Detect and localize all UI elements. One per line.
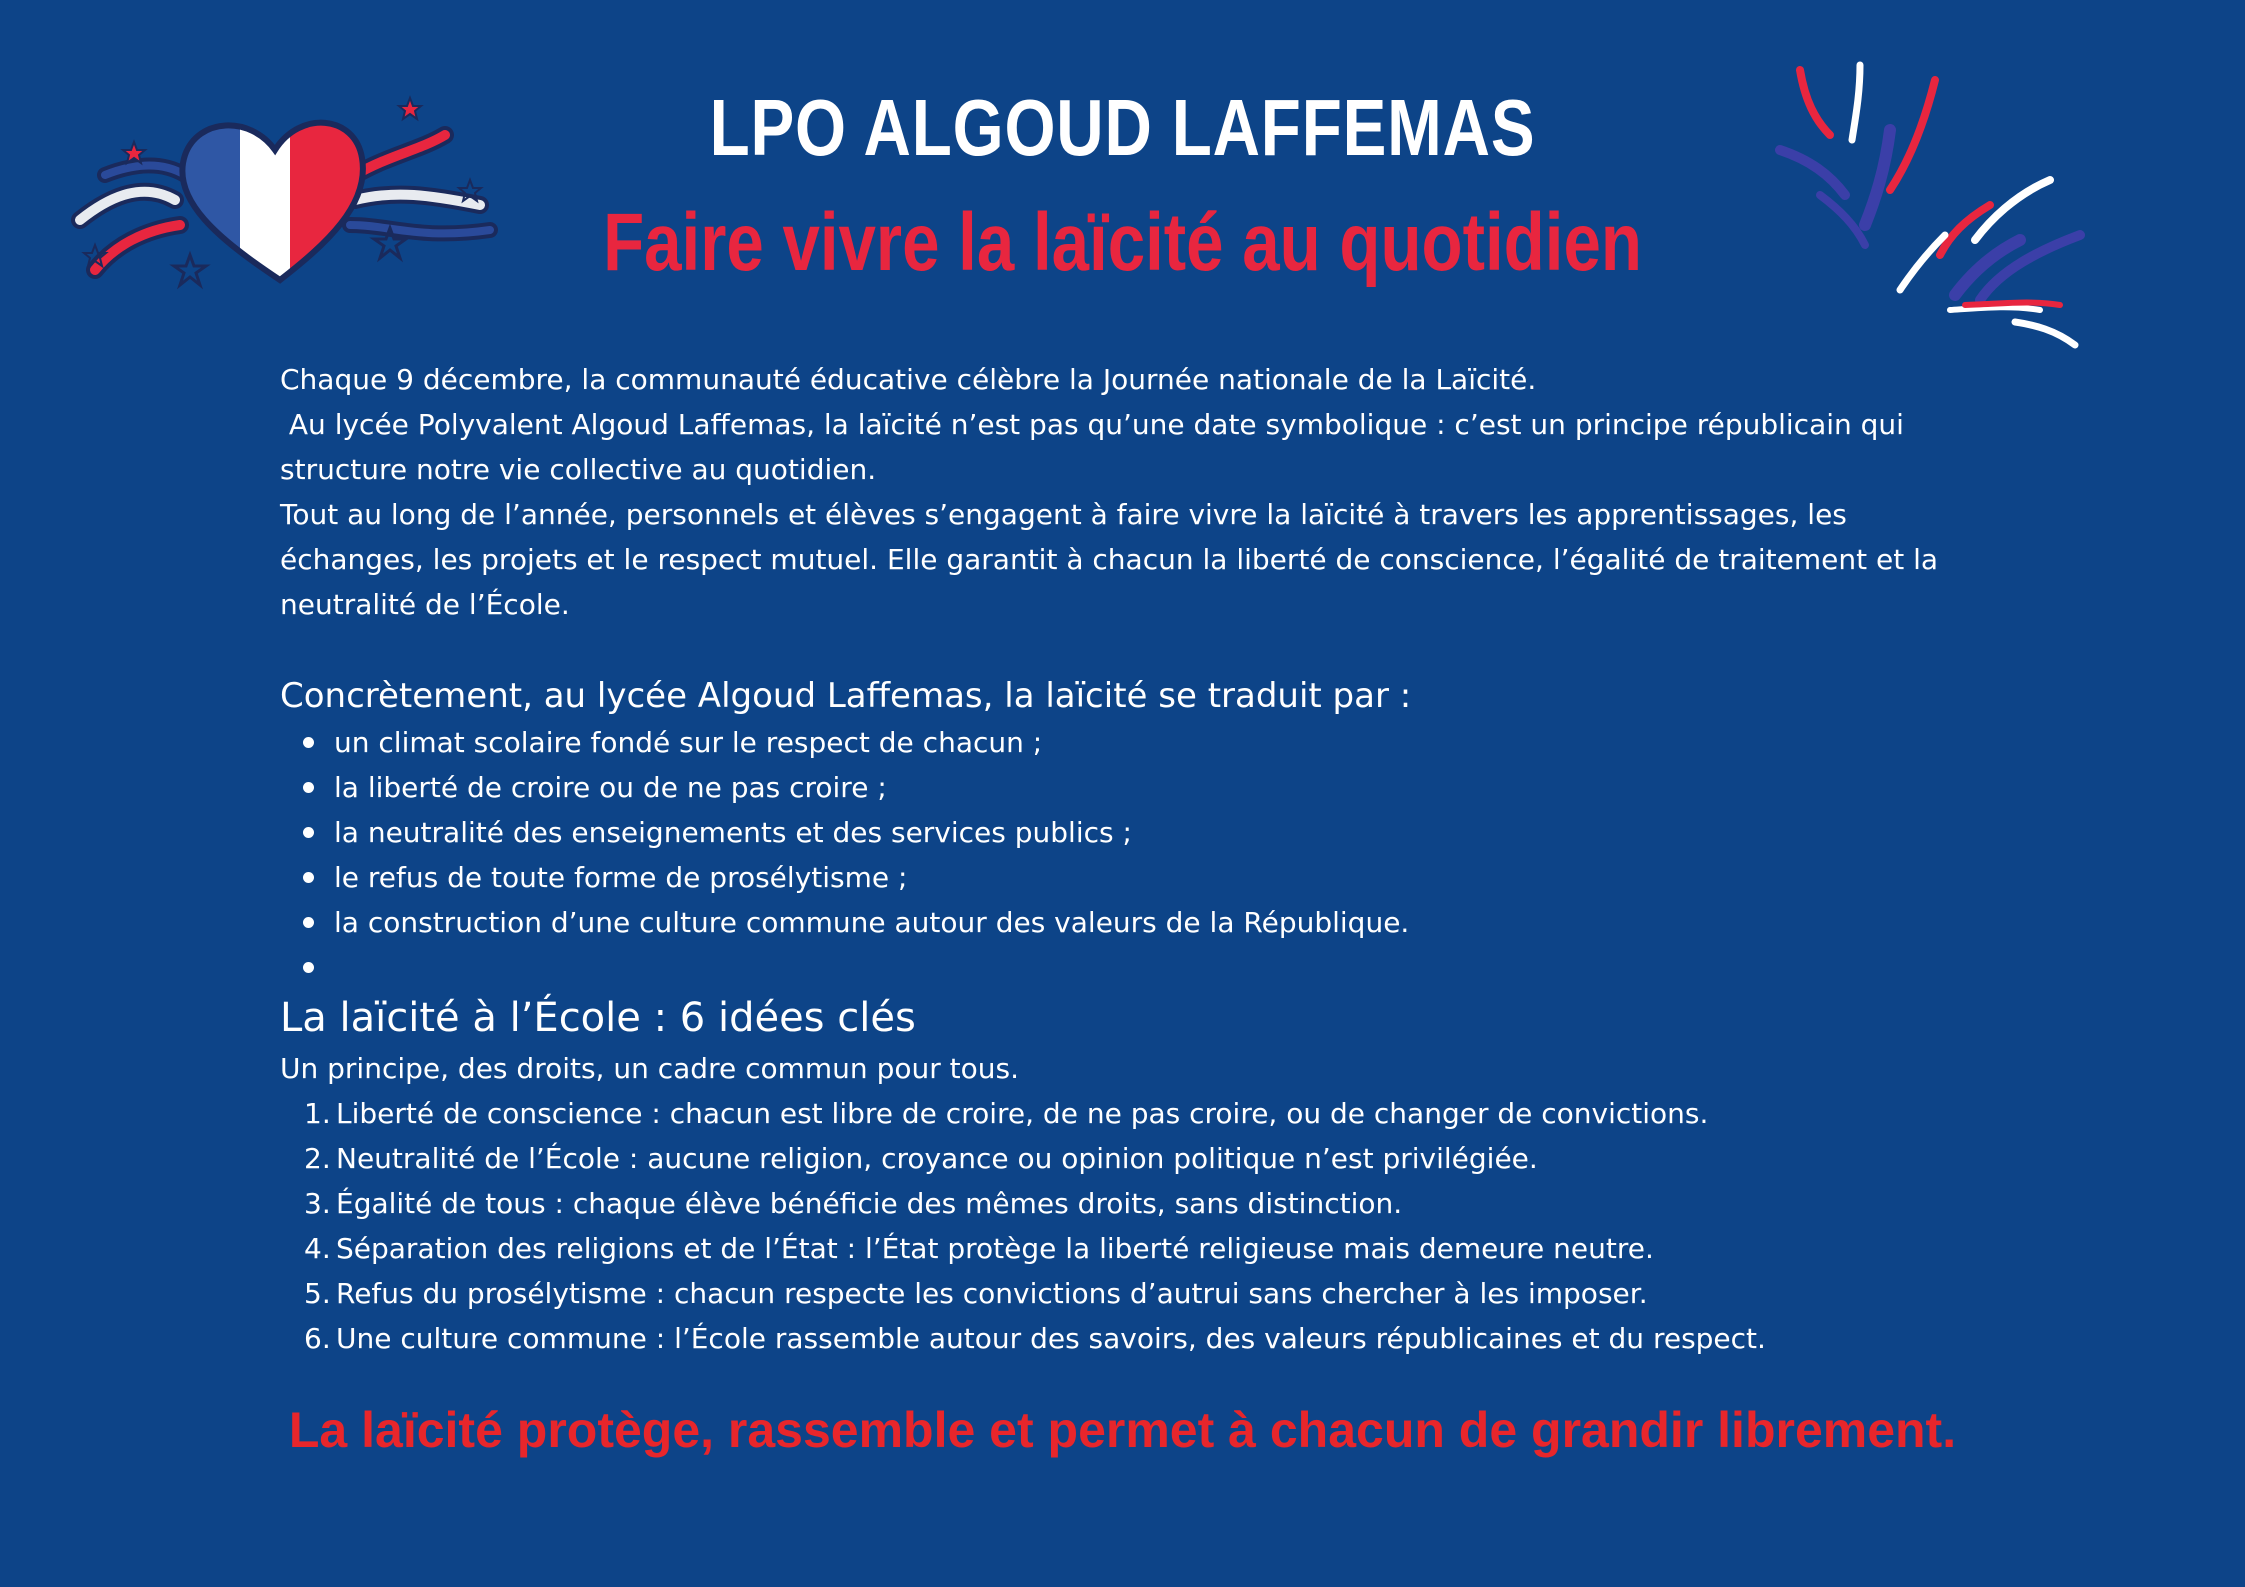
key-ideas-heading: La laïcité à l’École : 6 idées clés: [280, 995, 916, 1041]
list-item-text: le refus de toute forme de prosélytisme ;: [334, 861, 908, 894]
list-item: [280, 1091, 1980, 1136]
bullet-dot: [303, 962, 314, 973]
bullet-dot: [303, 917, 314, 928]
list-item-text: un climat scolaire fondé sur le respect de chacun ;: [334, 726, 1043, 759]
list-item: [280, 1226, 1980, 1271]
list-item: [280, 1271, 1980, 1316]
list-item-number: 4.: [304, 1232, 331, 1265]
list-item: [334, 855, 1980, 900]
list-item: [280, 1136, 1980, 1181]
intro-paragraph-3: Tout au long de l’année, personnels et élèves s’engagent à faire vivre la laïcité à travers les apprentissages, les échanges, les projets et le respect mutuel. Elle garantit à chacun la liberté de conscience, l’égalité de traitement et la neutralité de l’École.: [280, 498, 1939, 621]
list-item-text: la construction d’une culture commune autour des valeurs de la République.: [334, 906, 1410, 939]
list-item-text: Une culture commune : l’École rassemble autour des savoirs, des valeurs républicaines et du respect.: [336, 1322, 1766, 1355]
list-item-number: 2.: [304, 1142, 331, 1175]
bullet-dot: [303, 872, 314, 883]
list-item: [334, 720, 1980, 765]
list-item-text: Refus du prosélytisme : chacun respecte les convictions d’autrui sans chercher à les imposer.: [336, 1277, 1648, 1310]
bullet-dot: [303, 737, 314, 748]
bullet-dot: [303, 827, 314, 838]
list-item-number: 3.: [304, 1187, 331, 1220]
key-ideas-lead: Un principe, des droits, un cadre commun pour tous.: [280, 1052, 1019, 1085]
empty-list-item: [334, 945, 1980, 990]
list-item-text: Égalité de tous : chaque élève bénéficie des mêmes droits, sans distinction.: [336, 1187, 1403, 1220]
list-item-number: 5.: [304, 1277, 331, 1310]
key-ideas-list: [280, 1091, 1980, 1361]
list-item: [334, 765, 1980, 810]
bullet-dot: [303, 782, 314, 793]
list-item-text: Séparation des religions et de l’État : l’État protège la liberté religieuse mais demeure neutre.: [336, 1232, 1654, 1265]
list-item-number: 6.: [304, 1322, 331, 1355]
spacer: [280, 627, 1980, 672]
list-item-text: Neutralité de l’École : aucune religion, croyance ou opinion politique n’est privilégiée.: [336, 1142, 1538, 1175]
intro-paragraph-2: Au lycée Polyvalent Algoud Laffemas, la laïcité n’est pas qu’une date symbolique : c’est un principe républicain qui structure notre vie collective au quotidien.: [280, 408, 1913, 486]
closing-statement: La laïcité protège, rassemble et permet à chacun de grandir librement.: [288, 1402, 1957, 1458]
intro-paragraph-1: Chaque 9 décembre, la communauté éducative célèbre la Journée nationale de la Laïcité.: [280, 363, 1537, 396]
concretely-heading: Concrètement, au lycée Algoud Laffemas, la laïcité se traduit par :: [280, 676, 1412, 716]
list-item-text: la neutralité des enseignements et des services publics ;: [334, 816, 1132, 849]
list-item: [334, 900, 1980, 945]
main-content: [280, 357, 1980, 1361]
list-item-text: la liberté de croire ou de ne pas croire ;: [334, 771, 887, 804]
page-title: LPO ALGOUD LAFFEMAS: [709, 83, 1536, 172]
list-item-text: Liberté de conscience : chacun est libre de croire, de ne pas croire, ou de changer de convictions.: [336, 1097, 1709, 1130]
list-item: [280, 1181, 1980, 1226]
list-item: [334, 810, 1980, 855]
list-item: [280, 1316, 1980, 1361]
concretely-list: [280, 720, 1980, 945]
page-subtitle: Faire vivre la laïcité au quotidien: [603, 197, 1642, 288]
list-item-number: 1.: [304, 1097, 331, 1130]
